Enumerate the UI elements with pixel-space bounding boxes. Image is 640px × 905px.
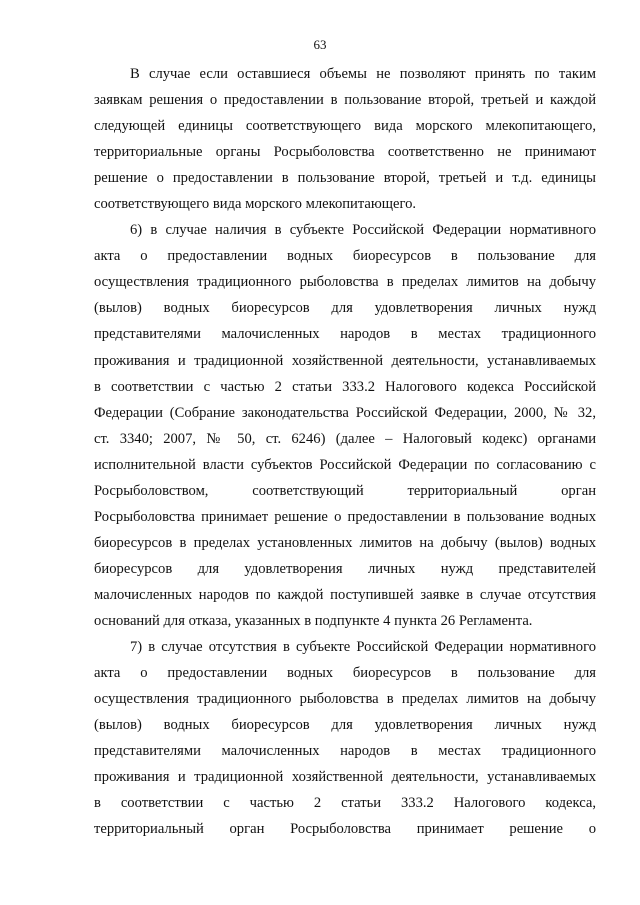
text-line: Федерации (Собрание законодательства Российской Федерации, 2000, № 32, bbox=[94, 404, 596, 421]
text-line: Росрыболовства принимает решение о предоставлении в пользование водных bbox=[94, 508, 596, 525]
text-line: проживания и традиционной хозяйственной деятельности, устанавливаемых bbox=[94, 352, 596, 369]
text-line: (вылов) водных биоресурсов для удовлетворения личных нужд bbox=[94, 300, 596, 317]
text-line: биоресурсов для удовлетворения личных нужд представителей bbox=[94, 560, 596, 577]
text-line: 7) в случае отсутствия в субъекте Российской Федерации нормативного bbox=[130, 639, 596, 656]
text-line: в соответствии с частью 2 статьи 333.2 Налогового кодекса, bbox=[94, 795, 596, 812]
paragraph-1 bbox=[94, 61, 596, 217]
text-line: осуществления традиционного рыболовства в пределах лимитов на добычу bbox=[94, 274, 596, 291]
text-line: акта о предоставлении водных биоресурсов в пользование для bbox=[94, 665, 596, 682]
document-body bbox=[94, 61, 596, 842]
text-line: заявкам решения о предоставлении в пользование второй, третьей и каждой bbox=[94, 92, 596, 109]
text-line: ст. 3340; 2007, № 50, ст. 6246) (далее – Налоговый кодекс) органами bbox=[94, 430, 596, 447]
text-line: соответствующего вида морского млекопитающего. bbox=[94, 196, 417, 213]
text-line: исполнительной власти субъектов Российской Федерации по согласованию с bbox=[94, 456, 596, 473]
text-line: В случае если оставшиеся объемы не позволяют принять по таким bbox=[130, 66, 596, 82]
text-line: биоресурсов в пределах установленных лимитов на добычу (вылов) водных bbox=[94, 534, 596, 551]
text-line: проживания и традиционной хозяйственной деятельности, устанавливаемых bbox=[94, 769, 596, 786]
text-line: в соответствии с частью 2 статьи 333.2 Налогового кодекса Российской bbox=[94, 378, 596, 395]
text-line: акта о предоставлении водных биоресурсов в пользование для bbox=[94, 248, 596, 265]
text-line: территориальный орган Росрыболовства принимает решение о bbox=[94, 821, 596, 838]
text-line: Росрыболовством, соответствующий территориальный орган bbox=[94, 482, 596, 499]
text-line: (вылов) водных биоресурсов для удовлетворения личных нужд bbox=[94, 717, 596, 734]
text-line: представителями малочисленных народов в местах традиционного bbox=[94, 326, 596, 343]
paragraph-2 bbox=[94, 217, 596, 634]
text-line: оснований для отказа, указанных в подпункте 4 пункта 26 Регламента. bbox=[94, 612, 533, 629]
text-line: осуществления традиционного рыболовства в пределах лимитов на добычу bbox=[94, 691, 596, 708]
paragraph-3 bbox=[94, 634, 596, 842]
text-line: представителями малочисленных народов в местах традиционного bbox=[94, 743, 596, 760]
text-line: следующей единицы соответствующего вида морского млекопитающего, bbox=[94, 118, 596, 135]
text-line: территориальные органы Росрыболовства соответственно не принимают bbox=[94, 144, 596, 161]
page-number: 63 bbox=[313, 37, 327, 52]
text-line: малочисленных народов по каждой поступившей заявке в случае отсутствия bbox=[94, 586, 596, 603]
text-line: решение о предоставлении в пользование второй, третьей и т.д. единицы bbox=[94, 170, 596, 187]
text-line: 6) в случае наличия в субъекте Российской Федерации нормативного bbox=[130, 222, 596, 239]
